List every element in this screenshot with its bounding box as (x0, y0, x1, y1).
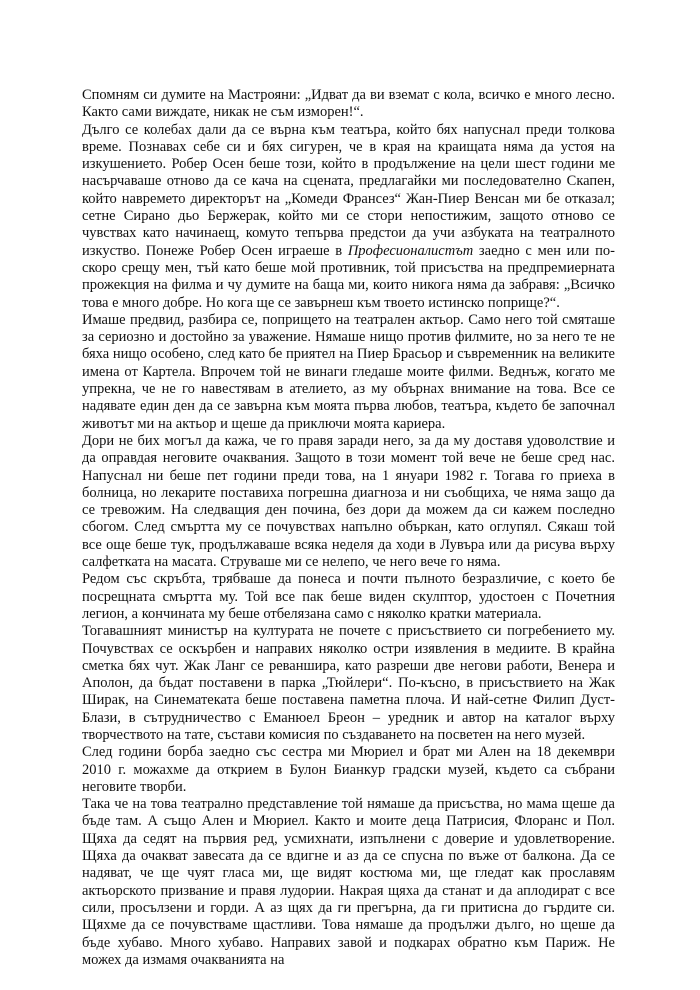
film-title-italic: Професионалистът (347, 242, 474, 259)
document-page (82, 87, 615, 969)
paragraph-text: Дълго се колебах дали да се върна към театъра, който бях напуснал преди толкова време. Познавах себе си и бях сигурен, че в края на краищата няма да устоя на изкушението. Робер Осен беше този, който в продължение на цели шест години ме насърчаваше отново да се кача на сцената, предлагайки ми последователно Скапен, който навремето директорът на „Комеди Франсез“ Жан-Пиер Венсан ми бе отказал; сетне Сирано дьо Бержерак, който ми се стори непостижим, защото отново се чувствах като начинаещ, комуто тепърва предстои да учи азбуката на театралното изкуство. Понеже Робер Осен играеше в (82, 121, 615, 259)
paragraph-indifference: Редом със скръбта, трябваше да понеса и почти пълното безразличие, с което бе посрещната смъртта му. Той все пак беше виден скулптор, удостоен с Почетния легион, а кончината му беше отбелязана само с няколко кратки материала. (82, 571, 615, 622)
paragraph-return-to-theatre (82, 122, 615, 312)
paragraph-father-death: Дори не бих могъл да кажа, че го правя заради него, за да му доставя удоволствие и да оправдая неговите очаквания. Защото в този момент той вече не беше сред нас. Напуснал ни беше пет години преди това, на 1 януари 1982 г. Тогава го приеха в болница, но лекарите поставиха погрешна диагноза и ни съобщиха, че няма защо да се тревожим. На следващия ден почина, без дори да можем да си кажем последно сбогом. След смъртта му се почувствах напълно объркан, като оглупял. Сякаш той все още беше тук, продължаваше всяка неделя да ходи в Лувъра или да рисува върху салфетката на масата. Струваше ми се нелепо, че него вече го няма. (82, 432, 615, 571)
paragraph-minister: Тогавашният министър на културата не почете с присъствието си погребението му. Почувствах се оскърбен и направих няколко остри изявления в медиите. В крайна сметка бях чут. Жак Ланг се реваншира, като разреши две негови работи, Венера и Аполон, да бъдат поставени в парка „Тюйлери“. По-късно, в присъствието на Жак Ширак, на Синематеката беше поставена паметна плоча. И най-сетне Филип Дуст-Блази, в сътрудничество с Еманюел Бреон – уредник и автор на каталог върху творчеството на тате, състави комисия по създаването на посветен на него музей. (82, 623, 615, 743)
paragraph-text: заедно с мен или по-скоро срещу мен, тъй като беше мой противник, той присъства на предпремиерната прожекция на филма и чу думите на баща ми, които никога няма да забравя: „Всичко това е много добре. Но кога ще се завърнеш към твоето истинско поприще?“. (82, 242, 615, 311)
paragraph-mastroianni-quote: Спомням си думите на Мастрояни: „Идват да ви вземат с кола, всичко е много лесно. Както сами виждате, никак не съм изморен!“. (82, 87, 615, 121)
paragraph-theatre-career: Имаше предвид, разбира се, попрището на театрален актьор. Само него той смяташе за сериозно и достойно за уважение. Нямаше нищо против филмите, но за него те не бяха нищо особено, след като бе приятел на Пиер Брасьор и съвременник на великите имена от Картела. Впрочем той не винаги гледаше моите филми. Веднъж, когато ме упрекна, че не го навестявам в ателието, аз му обърнах внимание на това. Все се надявате един ден да се завърна към моята първа любов, театъра, където бе започнал животът ми на актьор и щеше да приключи моята кариера. (82, 311, 615, 432)
paragraph-family-audience: Така че на това театрално представление той нямаше да присъства, но мама щеше да бъде там. А също Ален и Мюриел. Както и моите деца Патрисия, Флоранс и Пол. Щяха да седят на първия ред, усмихнати, изпълнени с доверие и удовлетворение. Щяха да очакват завесата да се вдигне и аз да се спусна по въже от балкона. Да се надяват, че ще чуят гласа ми, ще видят костюма ми, ще гледат как прославям актьорското призвание и правя лудории. Накрая щяха да станат и да аплодират с все сили, просълзени и горди. А аз щях да ги прегърна, да ги притисна до гърдите си. Щяхме да се почувстваме щастливи. Това нямаше да продължи дълго, но щеше да бъде хубаво. Много хубаво. Направих завой и подкарах обратно към Париж. Не можех да измамя очакванията на (82, 796, 615, 968)
paragraph-museum: След години борба заедно със сестра ми Мюриел и брат ми Ален на 18 декември 2010 г. можахме да открием в Булон Бианкур градски музей, където са събрани неговите творби. (82, 744, 615, 795)
